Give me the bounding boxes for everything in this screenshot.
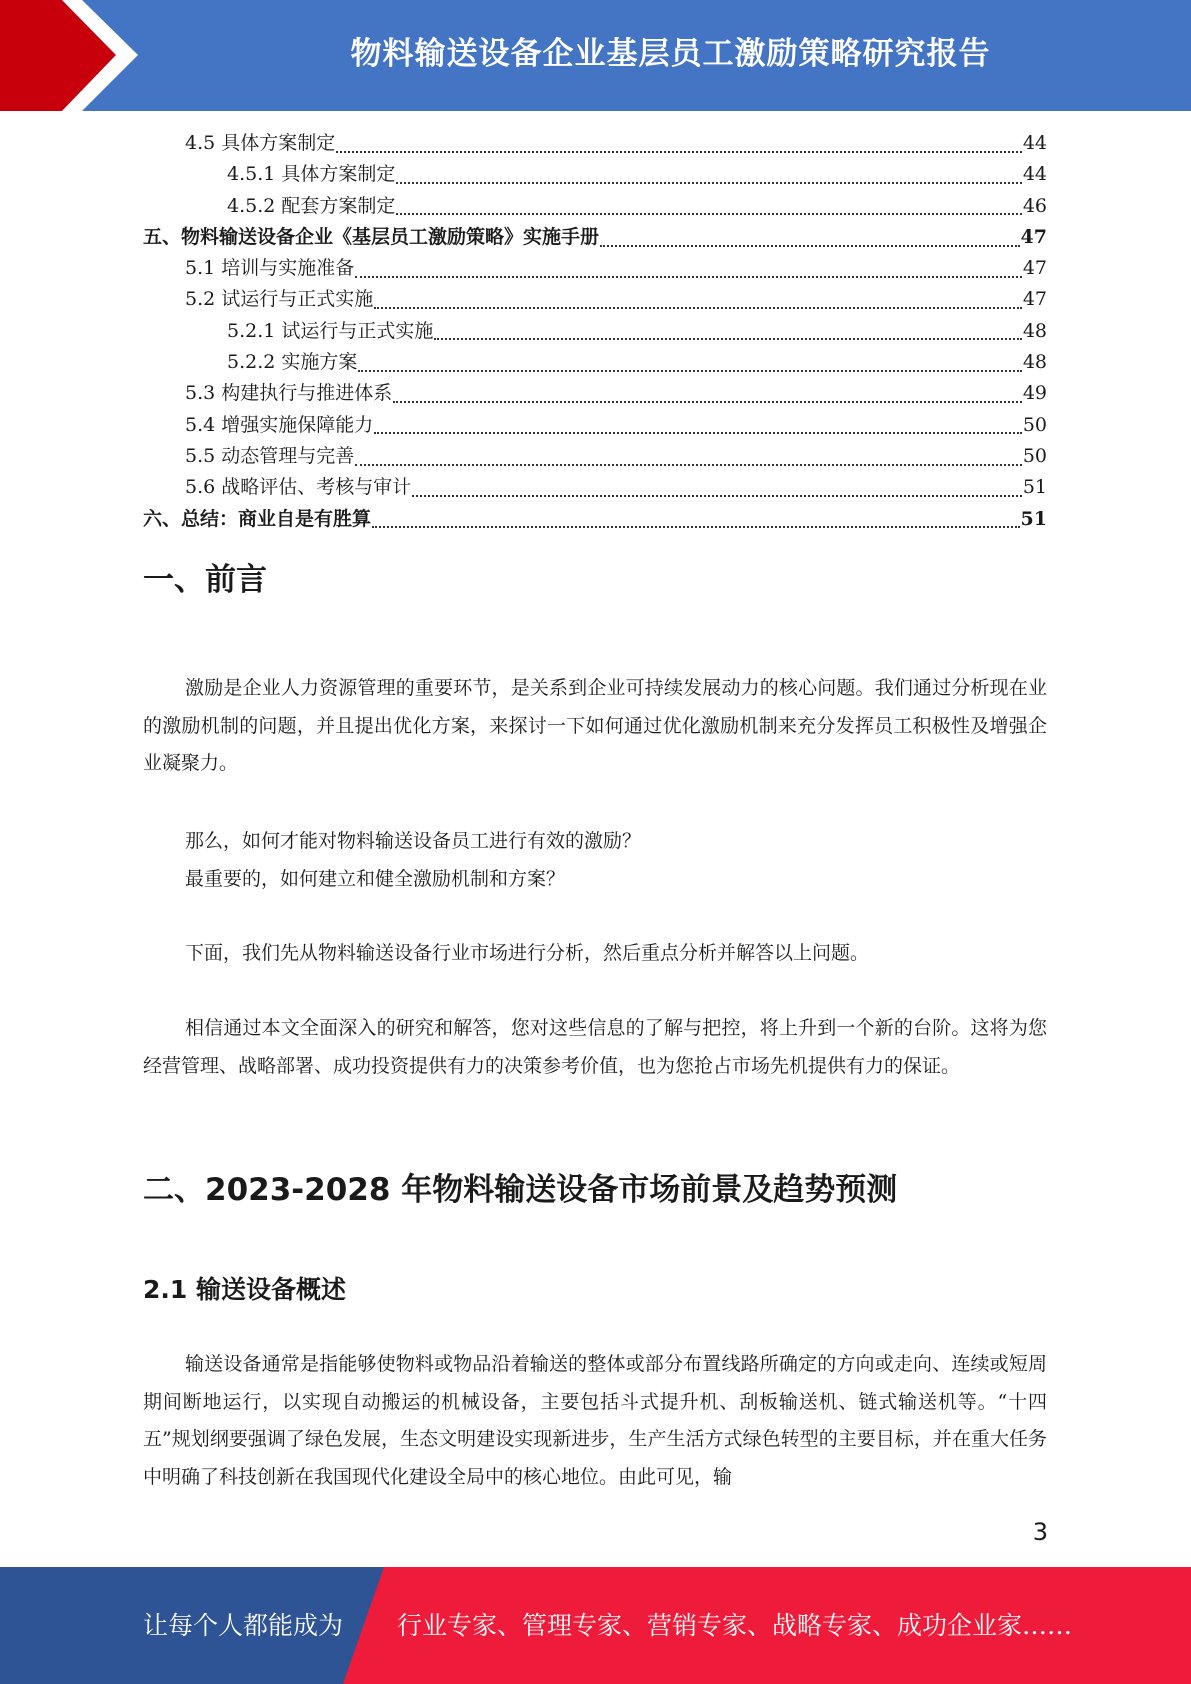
toc-entry-title: 4.5.2 配套方案制定 — [227, 194, 396, 217]
toc-entry-title: 六、总结：商业自是有胜算 — [143, 507, 372, 530]
toc-entry[interactable] — [143, 253, 1047, 284]
report-title: 物料输送设备企业基层员工激励策略研究报告 — [350, 35, 991, 72]
toc-entry[interactable] — [143, 441, 1047, 472]
toc-dot-leader — [393, 401, 1022, 403]
toc-dot-leader — [355, 276, 1022, 278]
preface-paragraph-1: 激励是企业人力资源管理的重要环节，是关系到企业可持续发展动力的核心问题。我们通过分析现在业的激励机制的问题，并且提出优化方案，来探讨一下如何通过优化激励机制来充分发挥员工积极性及增强企业凝聚力。 — [143, 677, 1047, 774]
toc-entry[interactable] — [143, 472, 1047, 503]
toc-entry-page: 48 — [1022, 319, 1047, 342]
toc-entry-title: 5.2.1 试运行与正式实施 — [227, 319, 434, 342]
toc-entry-page: 44 — [1022, 163, 1047, 186]
toc-entry[interactable] — [143, 504, 1047, 535]
table-of-contents — [143, 128, 1047, 535]
toc-entry-title: 5.5 动态管理与完善 — [185, 444, 355, 467]
subsection-heading-overview: 2.1 输送设备概述 — [143, 1275, 346, 1304]
section-heading-market: 二、2023-2028 年物料输送设备市场前景及趋势预测 — [143, 1172, 898, 1208]
toc-entry-page: 47 — [1022, 257, 1047, 280]
toc-entry-page: 47 — [1022, 288, 1047, 311]
page-header — [0, 0, 1191, 111]
toc-dot-leader — [396, 213, 1021, 215]
toc-dot-leader — [600, 245, 1020, 247]
toc-dot-leader — [336, 151, 1022, 153]
toc-entry[interactable] — [143, 410, 1047, 441]
toc-entry-page: 50 — [1022, 444, 1047, 467]
toc-dot-leader — [372, 526, 1020, 528]
page-footer — [0, 1567, 1191, 1684]
toc-entry[interactable] — [143, 128, 1047, 159]
toc-entry-page: 47 — [1020, 225, 1047, 248]
overview-paragraph: 输送设备通常是指能够使物料或物品沿着输送的整体或部分布置线路所确定的方向或走向、连续或短周期间断地运行，以实现自动搬运的机械设备，主要包括斗式提升机、刮板输送机、链式输送机等。“十四五”规划纲要强调了绿色发展，生态文明建设实现新进步，生产生活方式绿色转型的主要目标，并在重大任务中明确了科技创新在我国现代化建设全局中的核心地位。由此可见，输 — [143, 1353, 1047, 1488]
toc-entry-title: 5.3 构建执行与推进体系 — [185, 382, 393, 405]
preface-paragraph-2: 下面，我们先从物料输送设备行业市场进行分析，然后重点分析并解答以上问题。 — [185, 942, 870, 964]
preface-paragraph-3: 相信通过本文全面深入的研究和解答，您对这些信息的了解与把控，将上升到一个新的台阶。这将为您经营管理、战略部署、成功投资提供有力的决策参考价值，也为您抢占市场先机提供有力的保证。 — [143, 1017, 1047, 1077]
toc-entry[interactable] — [143, 284, 1047, 315]
toc-entry-page: 44 — [1022, 132, 1047, 154]
preface-question-1: 那么，如何才能对物料输送设备员工进行有效的激励？ — [185, 830, 642, 852]
toc-entry-title: 5.2.2 实施方案 — [227, 351, 358, 374]
toc-entry-page: 48 — [1022, 351, 1047, 374]
footer-slogan-right: 行业专家、管理专家、营销专家、战略专家、成功企业家…… — [397, 1611, 1073, 1640]
toc-entry[interactable] — [143, 347, 1047, 378]
toc-dot-leader — [396, 182, 1021, 184]
toc-entry-title: 五、物料输送设备企业《基层员工激励策略》实施手册 — [143, 225, 600, 248]
toc-dot-leader — [355, 464, 1022, 466]
toc-entry[interactable] — [143, 378, 1047, 409]
toc-entry[interactable] — [143, 316, 1047, 347]
preface-question-2: 最重要的，如何建立和健全激励机制和方案？ — [185, 867, 566, 890]
toc-entry-title: 5.2 试运行与正式实施 — [185, 288, 374, 311]
toc-entry-title: 4.5 具体方案制定 — [185, 132, 336, 154]
toc-entry-page: 51 — [1020, 507, 1047, 530]
toc-entry-title: 5.4 增强实施保障能力 — [185, 413, 374, 436]
toc-entry[interactable] — [143, 159, 1047, 190]
toc-entry-page: 49 — [1022, 382, 1047, 405]
toc-dot-leader — [412, 495, 1022, 497]
toc-entry-page: 46 — [1022, 194, 1047, 217]
section-heading-preface: 一、前言 — [143, 562, 267, 598]
toc-dot-leader — [374, 432, 1022, 434]
toc-entry-title: 4.5.1 具体方案制定 — [227, 163, 396, 186]
toc-entry-title: 5.6 战略评估、考核与审计 — [185, 476, 412, 499]
toc-entry-page: 51 — [1022, 476, 1047, 499]
toc-dot-leader — [358, 370, 1021, 372]
toc-entry-page: 50 — [1022, 413, 1047, 436]
footer-slogan-left: 让每个人都能成为 — [143, 1611, 344, 1640]
toc-entry-title: 5.1 培训与实施准备 — [185, 257, 355, 280]
toc-dot-leader — [374, 307, 1022, 309]
toc-entry[interactable] — [143, 191, 1047, 222]
page-number: 3 — [1032, 1518, 1048, 1546]
toc-entry[interactable] — [143, 222, 1047, 253]
header-arrow-decoration — [0, 0, 160, 111]
toc-dot-leader — [434, 338, 1021, 340]
